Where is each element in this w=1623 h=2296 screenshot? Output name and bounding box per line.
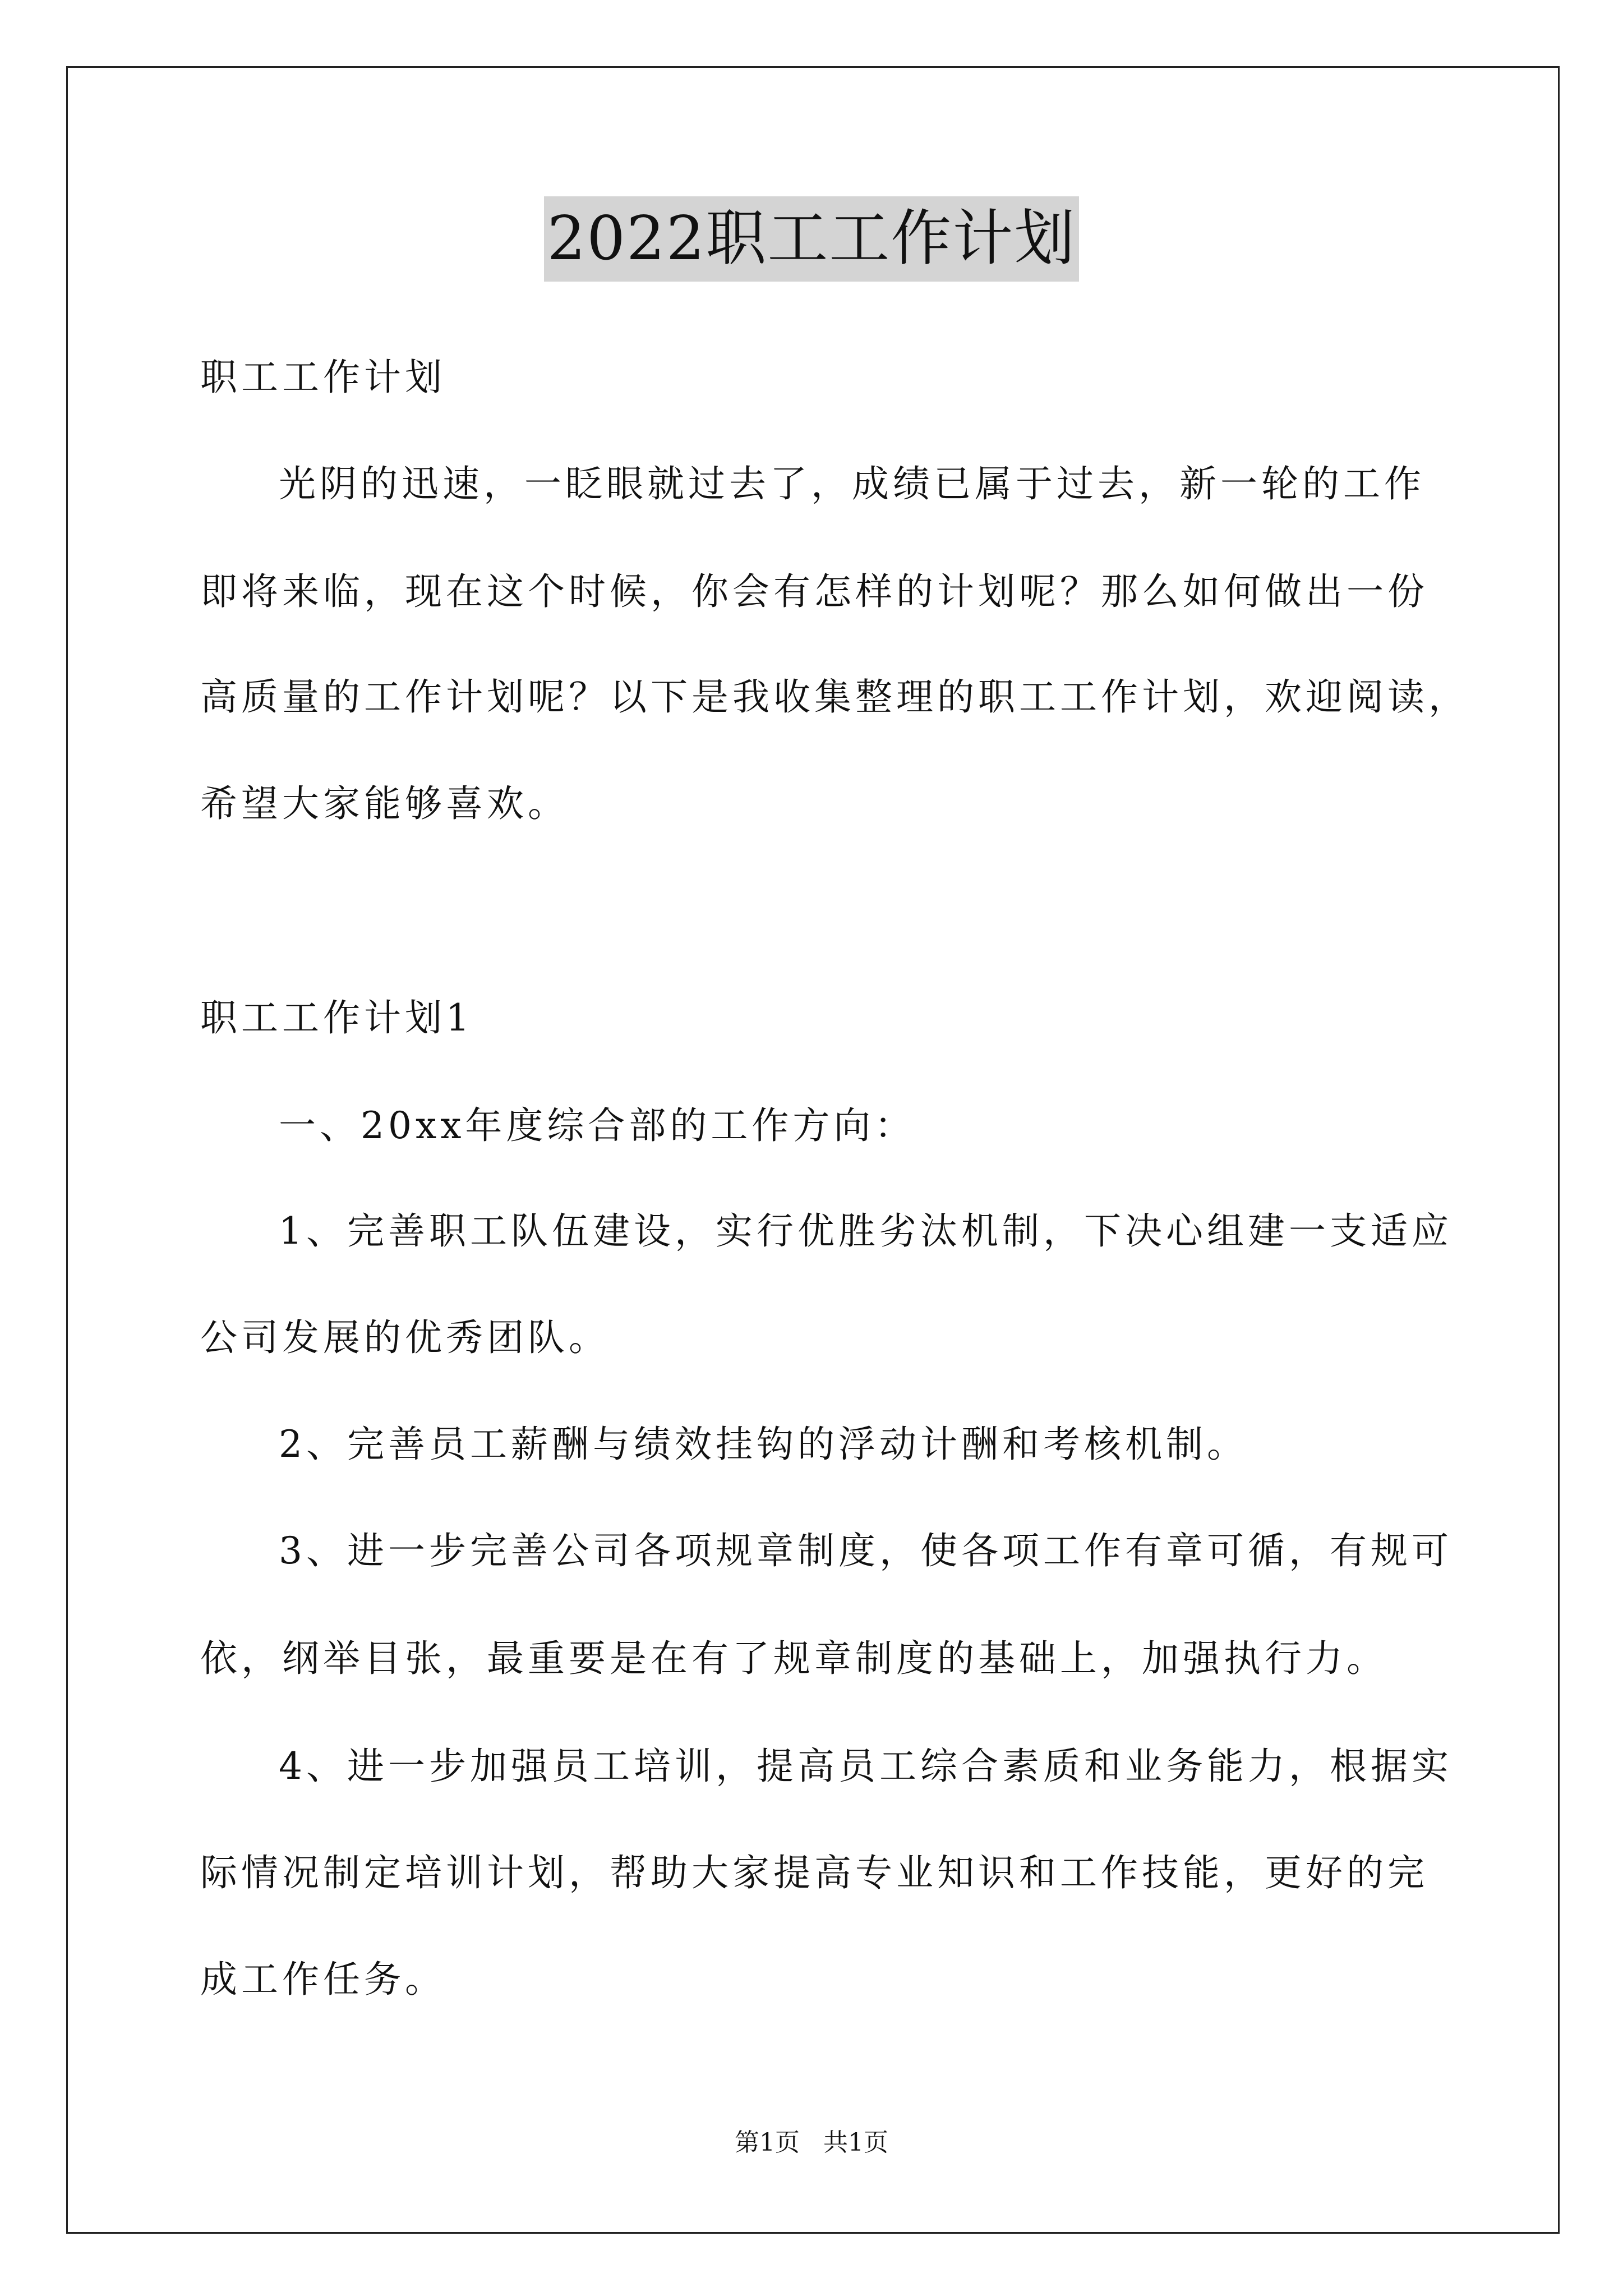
title-container	[0, 196, 1623, 282]
section-heading: 职工工作计划1	[200, 996, 473, 1039]
intro-line-3: 高质量的工作计划呢？以下是我收集整理的职工工作计划，欢迎阅读，	[200, 675, 1469, 719]
intro-line-2: 即将来临，现在这个时候，你会有怎样的计划呢？那么如何做出一份	[200, 570, 1428, 613]
subtitle: 职工工作计划	[200, 356, 446, 399]
item-1-line-1: 1、完善职工队伍建设，实行优胜劣汰机制，下决心组建一支适应	[279, 1209, 1453, 1253]
item-4-line-2: 际情况制定培训计划，帮助大家提高专业知识和工作技能，更好的完	[200, 1851, 1428, 1894]
page-number-footer: 第1页 共1页	[735, 2128, 888, 2157]
intro-line-1: 光阴的迅速，一眨眼就过去了，成绩已属于过去，新一轮的工作	[279, 462, 1425, 505]
item-4-line-1: 4、进一步加强员工培训，提高员工综合素质和业务能力，根据实	[279, 1745, 1453, 1788]
section-subheading: 一、20xx年度综合部的工作方向：	[279, 1104, 916, 1147]
item-2-line-1: 2、完善员工薪酬与绩效挂钩的浮动计酬和考核机制。	[279, 1423, 1248, 1466]
item-3-line-2: 依，纲举目张，最重要是在有了规章制度的基础上，加强执行力。	[200, 1637, 1387, 1680]
item-1-line-2: 公司发展的优秀团队。	[200, 1316, 610, 1359]
item-4-line-3: 成工作任务。	[200, 1958, 446, 2001]
item-3-line-1: 3、进一步完善公司各项规章制度，使各项工作有章可循，有规可	[279, 1529, 1453, 1572]
intro-line-4: 希望大家能够喜欢。	[200, 782, 569, 825]
document-title: 2022职工工作计划	[544, 196, 1080, 282]
